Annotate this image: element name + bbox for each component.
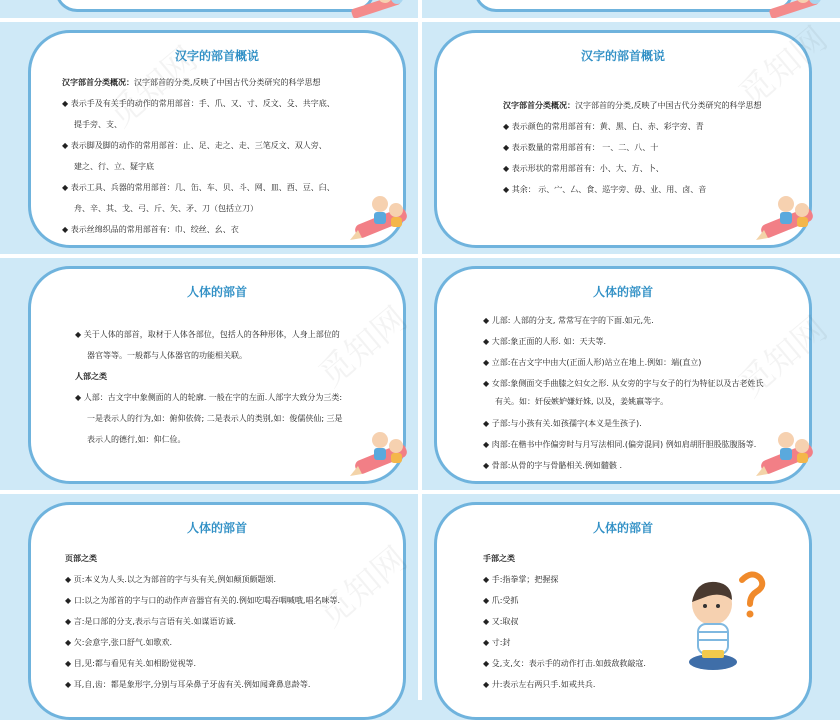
slide-title: 人体的部首 [592,521,653,535]
slide-text-line: ◆ 耳,自,齿：都是象形字,分别与耳朵鼻子牙齿有关.例如闻聋鼻息龄等. [65,680,311,689]
slide-title: 汉字的部首概说 [580,49,665,63]
pencil-kid-illustration [763,0,833,18]
slide-text-line: 人部之类 [75,372,107,381]
grid-divider-vertical [418,0,422,700]
slide-text-line: 提手旁、支、 [74,120,122,129]
slide-text-line: 舟、辛、其、戈、弓、斤、矢、矛、刀（包括立刀） [74,204,258,213]
slide-text-line: ◆ 表示颜色的常用部首有：黄、黑、白、赤、彩字旁、青 [503,122,704,131]
slide-text-line: 页部之类 [65,554,97,563]
slide-text-line: ◆ 殳,支,攵：表示手的动作打击.如鼓敌救敲寇. [483,659,646,668]
slide-text-line: ◆ 表示数量的常用部首有： 一、二、八、十 [503,143,659,152]
slide-text-line: ◆ 又:取叔 [483,617,519,626]
slide-text-line: ◆ 肉部:在楷书中作偏旁时与月写法相同.(偏旁混同) 例如肩胡肝胆股肱腹肠等. [483,440,757,449]
slide-text-line: 汉字部首分类概况：汉字部首的分类,反映了中国古代分类研究的科学思想 [503,101,762,110]
slide-text-line: ◆ 廾:表示左右两只手.如戒共兵. [483,680,596,689]
slide-text-line: 汉字部首分类概况：汉字部首的分类,反映了中国古代分类研究的科学思想 [62,78,321,87]
pencil-kid-illustration [348,190,414,250]
slide-text-line: 表示人的德行,如：仰仁俭。 [87,435,186,444]
slide-text-line: ◆ 口:以之为部首的字与口的动作声音器官有关的.例如吃喝吞咽喊哦,唱名味等. [65,596,341,605]
slide-thumbnail-5[interactable] [28,502,406,720]
slide-text-line: 有关。如：奸佞嫉妒嫌好姝, 以及，姜姚嬴等字。 [495,397,669,406]
pencil-kid-illustration [754,190,820,250]
slide-title: 人体的部首 [186,521,247,535]
pencil-kid-illustration [754,426,820,486]
slide-text-line: ◆ 表示工具、兵器的常用部首：几、缶、车、贝、斗、网、皿、酉、豆、臼、 [62,183,335,192]
slide-text-line: ◆ 页:本义为人头.以之为部首的字与头有关,例如颠顶颇题颂. [65,575,277,584]
partial-slide-top-right[interactable] [474,0,794,12]
slide-title: 人体的部首 [592,285,653,299]
slide-text-line: 手部之类 [483,554,515,563]
pencil-kid-illustration [345,0,415,18]
slide-text-line: ◆ 子部:与小孩有关.如孩孺字(本义是生孩子). [483,419,642,428]
slide-text-line: ◆ 人部：古文字中象侧面的人的轮廓. 一般在字的左面.人部字大致分为三类: [75,393,343,402]
slide-text-line: ◆ 女部:象侧面交手曲膝之妇女之形. 从女旁的字与女子的行为特征以及古老姓氏 [483,379,764,388]
grid-divider-row-3 [0,490,840,494]
slide-text-line: ◆ 表示脚及脚的动作的常用部首：止、足、走之、走、三笔反文、双人旁、 [62,141,327,150]
slide-text-line: ◆ 儿部: 人部的分支, 常常写在字的下面.如元,先. [483,316,654,325]
slide-text-line: ◆ 表示手及有关手的动作的常用部首：手、爪、又、寸、反文、殳、共字底、 [62,99,335,108]
partial-slide-top-left[interactable] [55,0,375,12]
slide-text-line: ◆ 目,见:都与看见有关.如相盼觉视等. [65,659,197,668]
slide-text-line: ◆ 立部:在古文字中由大(正面人形)站立在地上.例如：端(直立) [483,358,702,367]
thinking-boy-illustration [684,566,780,676]
grid-divider-row-1 [0,18,840,22]
slide-text-line: ◆ 关于人体的部首，取材于人体各部位，包括人的各种形体，人身上部位的 [75,330,340,339]
slide-text-line: ◆ 寸:封 [483,638,511,647]
slide-text-line: ◆ 大部:象正面的人形. 如：天夫等. [483,337,607,346]
slide-text-line: 建之、行、立、疑字底 [74,162,154,171]
slide-text-line: ◆ 表示形状的常用部首有：小、大、方、卜、 [503,164,664,173]
slide-text-line: ◆ 手:指拳掌；把握探 [483,575,559,584]
slide-text-line: ◆ 言:是口部的分支,表示与言语有关.如谋语访诚. [65,617,237,626]
pencil-kid-illustration [348,426,414,486]
slide-text-line: ◆ 欠:会意字,张口舒气.如歌欢. [65,638,173,647]
slide-text-line: ◆ 其余： 示、宀、厶、食、巡字旁、毋、业、用、卤、音 [503,185,707,194]
slide-text-line: ◆ 爪:受抓 [483,596,519,605]
slide-title: 汉字的部首概说 [174,49,259,63]
slide-title: 人体的部首 [186,285,247,299]
grid-divider-row-2 [0,254,840,258]
slide-text-line: 一是表示人的行为,如：俯仰依倚; 二是表示人的类别,如：俊儒侠仙; 三是 [87,414,343,423]
slide-text-line: ◆ 表示丝绵织品的常用部首有：巾、绞丝、幺、衣 [62,225,239,234]
slide-text-line: 器官等等。一般都与人体器官的功能相关联。 [87,351,247,360]
slide-text-line: ◆ 骨部:从骨的字与骨骼相关.例如髓骸 . [483,461,623,470]
